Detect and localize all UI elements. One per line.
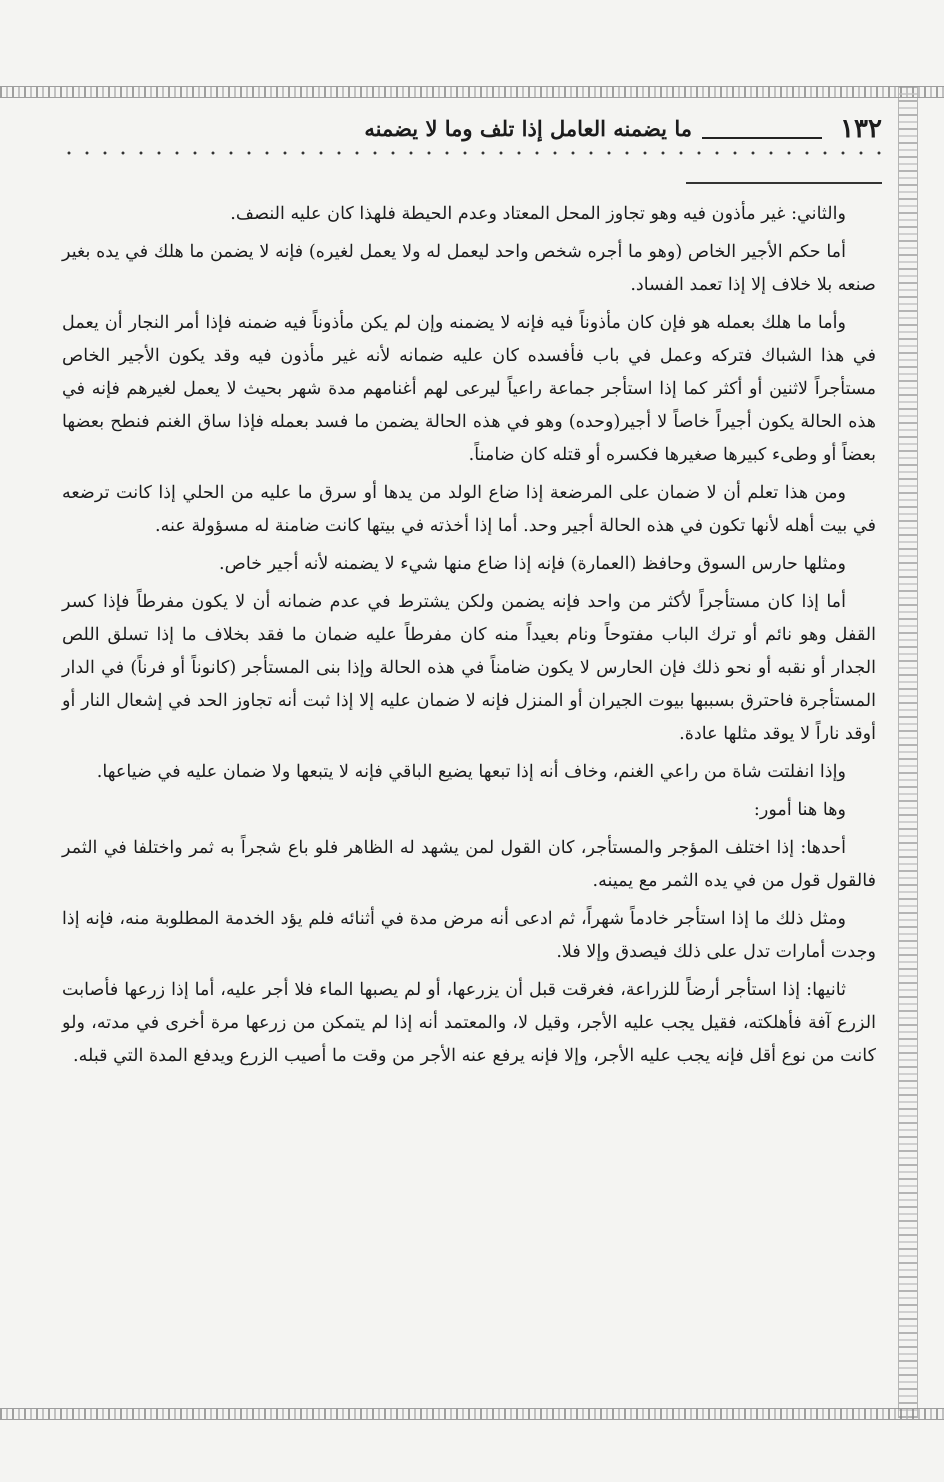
paragraph: وأما ما هلك بعمله هو فإن كان مأذوناً فيه فإنه لا يضمنه وإن لم يكن مأذوناً فيه ضمنه فإذا أمر النجار أن يعمل في هذا الشباك فتركه وعمل في باب فأفسده كان عليه ضمانه لأنه غير مأذون فيه وقد يكون الأجير الخاص مستأجراً لاثنين أو أكثر كما إذا استأجر جماعة راعياً ليرعى لهم أغنامهم مدة شهر بحيث لا يعمل لغيرهم فإنه في هذه الحالة يكون أجيراً خاصاً لا أجير(وحده) وهو في هذه الحالة يضمن ما فسد بعمله فإذا ساق الغنم فنطح بعضها بعضاً أو وطىء كبيرها صغيرها فكسره أو قتله كان ضامناً. [62,313,876,465]
paragraph: وها هنا أمور: [753,800,846,820]
paragraph: أحدها: إذا اختلف المؤجر والمستأجر، كان القول لمن يشهد له الظاهر فلو باع شجراً به ثمر واختلفا في الثمر فالقول قول من في يده الثمر مع يمينه. [62,838,876,891]
decorative-border-right [898,86,918,1418]
paragraph: والثاني: غير مأذون فيه وهو تجاوز المحل المعتاد وعدم الحيطة فلهذا كان عليه النصف. [230,204,846,224]
paragraph: أما حكم الأجير الخاص (وهو ما أجره شخص واحد ليعمل له ولا يعمل لغيره) فإنه لا يضمن ما هلك في يده بغير صنعه بلا خلاف إلا إذا تعمد الفساد. [62,242,876,295]
paragraph: ومثلها حارس السوق وحافظ (العمارة) فإنه إذا ضاع منها شيء لا يضمنه لأنه أجير خاص. [218,554,846,574]
paragraph: أما إذا كان مستأجراً لأكثر من واحد فإنه يضمن ولكن يشترط في عدم ضمانه أن لا يكون مفرطاً فإذا كسر القفل وهو نائم أو ترك الباب مفتوحاً ونام بعيداً منه كان مفرطاً عليه ضمان ما فقد بخلاف ما إذا تسلق اللص الجدار أو نقبه أو نحو ذلك فإن الحارس لا يكون ضامناً في هذه الحالة وإذا بنى المستأجر (كانوناً أو فرناً) في الدار المستأجرة فاحترق بسببها بيوت الجيران أو المنزل فإنه لا ضمان عليه إلا إذا ثبت أنه تجاوز الحد في إشعال النار أو أوقد ناراً لا يوقد مثلها عادة. [62,592,876,744]
content-divider [686,182,882,184]
dotted-divider [60,148,882,158]
page-body [62,198,876,1078]
paragraph: ثانيها: إذا استأجر أرضاً للزراعة، فغرقت قبل أن يزرعها، أو لم يصبها الماء فلا أجر عليه، أما إذا زرعها فأصابت الزرع آفة فأهلكته، فقيل يجب عليه الأجر، وقيل لا، والمعتمد أنه إذا لم يتمكن من زرعها مرة أخرى في مدته، ولو كانت من نوع أقل فإنه يجب عليه الأجر، وإلا فإنه يرفع عنه الأجر من وقت ما أصيب الزرع ويدفع المدة التي قبله. [62,980,876,1066]
paragraph: ومن هذا تعلم أن لا ضمان على المرضعة إذا ضاع الولد من يدها أو سرق ما عليه من الحلي إذا كانت ترضعه في بيت أهله لأنها تكون في هذه الحالة أجير وحد. أما إذا أخذته في بيتها كانت ضامنة له مسؤولة عنه. [62,483,876,536]
page-number: ١٣٢ [840,114,882,144]
running-title: ما يضمنه العامل إذا تلف وما لا يضمنه [364,116,692,141]
header-rule [702,137,822,139]
paragraph: ومثل ذلك ما إذا استأجر خادماً شهراً، ثم ادعى أنه مرض مدة في أثنائه فلم يؤد الخدمة المطلوبة منه، فإنه إذا وجدت أمارات تدل على ذلك فيصدق وإلا فلا. [62,909,876,962]
paragraph: وإذا انفلتت شاة من راعي الغنم، وخاف أنه إذا تبعها يضيع الباقي فإنه لا يتبعها ولا ضمان عليه في ضياعها. [96,762,846,782]
decorative-border-top [0,86,944,98]
decorative-border-bottom [0,1408,944,1420]
